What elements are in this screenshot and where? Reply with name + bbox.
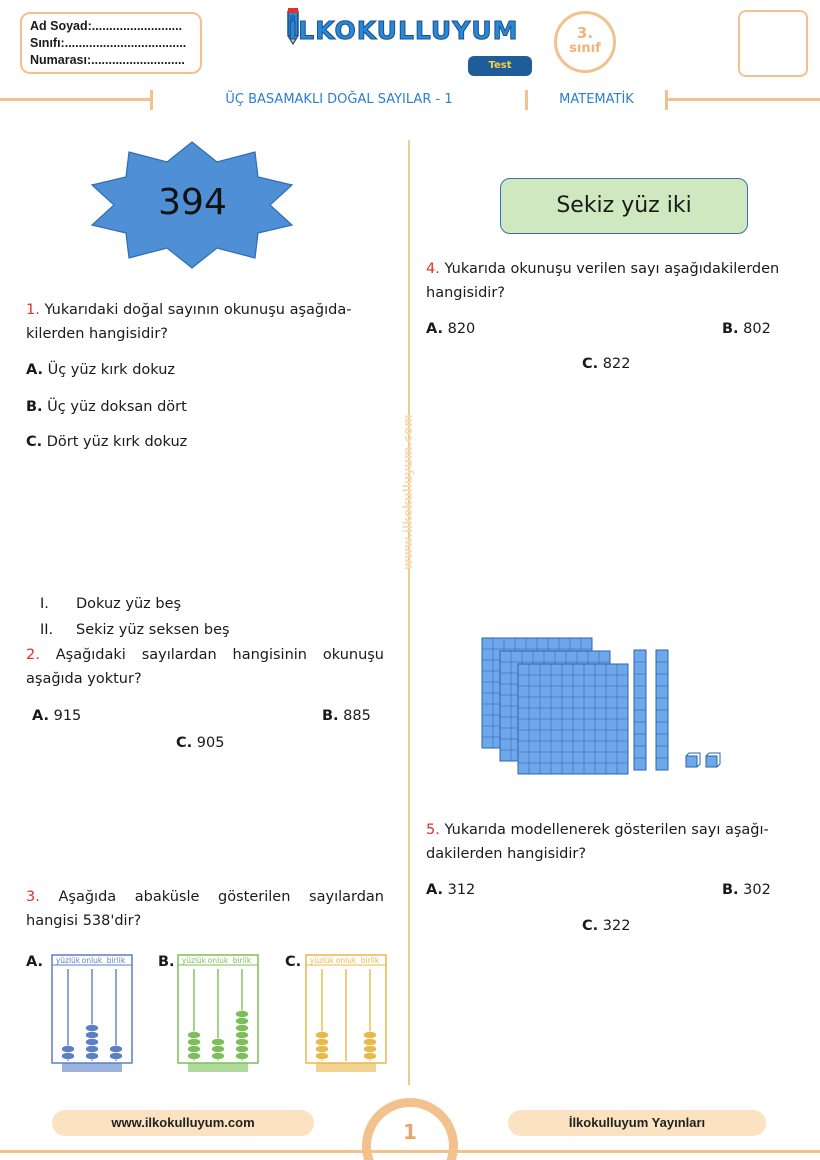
abacus-bead — [212, 1038, 225, 1045]
abacus-bead — [236, 1031, 249, 1038]
abacus-base — [188, 1063, 248, 1072]
abacus-header-label: birlik — [106, 956, 126, 965]
option-b[interactable] — [26, 397, 187, 417]
option-text: Dört yüz kırk dokuz — [46, 434, 188, 450]
abacus-bead — [364, 1038, 377, 1045]
subject-label: MATEMATİK — [528, 90, 668, 110]
abacus-header-label: yüzlük — [55, 956, 81, 965]
title-bar — [0, 90, 820, 108]
abacus-bead — [188, 1031, 201, 1038]
abacus-bead — [86, 1045, 99, 1052]
option-letter: C. — [582, 918, 599, 934]
option-text: 822 — [602, 356, 631, 372]
option-c[interactable] — [582, 354, 630, 374]
abacus-bead — [86, 1031, 99, 1038]
abacus-header-label: yüzlük — [309, 956, 335, 965]
question-text: Aşağıdaki sayılardan hangisinin okunuşu aşağıda yoktur? — [26, 647, 385, 687]
abacus-bead — [316, 1031, 329, 1038]
question-5 — [426, 818, 806, 866]
footer-publisher: İlkokulluyum Yayınları — [508, 1110, 766, 1136]
option-letter: C. — [582, 356, 599, 372]
option-letter: B. — [722, 321, 739, 337]
option-letter: B. — [322, 708, 339, 724]
footer-rule — [0, 1150, 820, 1153]
option-text: 915 — [53, 708, 82, 724]
abacus-bead — [212, 1045, 225, 1052]
option-text: 312 — [447, 882, 476, 898]
worksheet-title: ÜÇ BASAMAKLI DOĞAL SAYILAR - 1 — [150, 90, 528, 110]
question-number: 3. — [26, 889, 40, 905]
given-number: 394 — [158, 182, 227, 223]
option-a[interactable] — [32, 706, 81, 726]
watermark: www.ilkokulluyum.com — [401, 414, 415, 570]
option-letter: A. — [426, 882, 443, 898]
number-reading-box: Sekiz yüz iki — [500, 178, 748, 234]
abacus-bead — [236, 1038, 249, 1045]
question-3 — [26, 885, 384, 933]
option-text: 302 — [743, 882, 771, 898]
name-field: Ad Soyad:.......................... — [30, 19, 183, 33]
option-text: 322 — [602, 918, 631, 934]
option-a[interactable] — [426, 880, 475, 900]
footer-website[interactable]: www.ilkokulluyum.com — [52, 1110, 314, 1136]
abacus-bead — [316, 1038, 329, 1045]
abacus-bead — [62, 1045, 75, 1052]
option-text: 802 — [743, 321, 771, 337]
abacus-b[interactable] — [176, 953, 260, 1075]
abacus-bead — [316, 1052, 329, 1059]
brand-logo: İLKOKULLUYUM — [288, 16, 519, 45]
question-text: Yukarıdaki doğal sayının okunuşu aşağıda-kilerden hangisidir? — [26, 302, 352, 342]
question-1 — [26, 298, 384, 346]
question-number: 5. — [426, 822, 440, 838]
number-field: Numarası:........................... — [30, 53, 185, 67]
ten-rod — [656, 650, 668, 770]
abacus-bead — [364, 1031, 377, 1038]
abacus-base — [62, 1063, 122, 1072]
test-badge: Test — [468, 56, 532, 76]
option-a[interactable] — [426, 319, 475, 339]
question-number: 4. — [426, 261, 440, 277]
reading-item-1 — [40, 594, 181, 614]
roman-numeral: I. — [40, 596, 49, 612]
option-letter: C. — [285, 954, 302, 970]
base-ten-blocks — [480, 636, 730, 776]
option-letter: B. — [158, 954, 175, 970]
unit-cube — [686, 753, 700, 767]
option-letter: A. — [26, 362, 43, 378]
abacus-option-c-letter[interactable] — [285, 952, 301, 972]
abacus-bead — [188, 1052, 201, 1059]
option-letter: B. — [26, 399, 43, 415]
grade-number: 3. — [576, 24, 594, 42]
abacus-bead — [236, 1052, 249, 1059]
abacus-bead — [236, 1017, 249, 1024]
option-a[interactable] — [26, 360, 175, 380]
abacus-option-a-letter[interactable] — [26, 952, 43, 972]
photo-box — [738, 10, 808, 77]
option-c[interactable] — [582, 916, 630, 936]
roman-numeral: II. — [40, 622, 54, 638]
hundred-flat — [518, 664, 628, 774]
question-text: Yukarıda modellenerek gösterilen sayı aşağı-dakilerden hangisidir? — [426, 822, 769, 862]
abacus-bead — [110, 1052, 123, 1059]
question-number: 2. — [26, 647, 40, 663]
option-c[interactable] — [26, 432, 187, 452]
option-letter: B. — [722, 882, 739, 898]
cube-face — [706, 756, 717, 767]
abacus-bead — [86, 1052, 99, 1059]
page-number: 1 — [403, 1120, 417, 1144]
ten-rod — [634, 650, 646, 770]
reading-text: Dokuz yüz beş — [76, 596, 182, 612]
abacus-header-label: birlik — [232, 956, 252, 965]
abacus-bead — [364, 1045, 377, 1052]
cube-face — [686, 756, 697, 767]
option-letter: C. — [26, 434, 43, 450]
abacus-bead — [110, 1045, 123, 1052]
abacus-bead — [212, 1052, 225, 1059]
abacus-bead — [188, 1038, 201, 1045]
abacus-a[interactable] — [50, 953, 134, 1075]
option-text: 820 — [447, 321, 476, 337]
option-letter: A. — [26, 954, 43, 970]
option-b[interactable] — [722, 880, 771, 900]
question-2 — [26, 643, 384, 691]
abacus-header-label: onluk — [335, 956, 357, 965]
question-4 — [426, 257, 806, 305]
grade-badge — [554, 11, 616, 73]
column-divider — [408, 140, 410, 1085]
abacus-bead — [86, 1024, 99, 1031]
abacus-bead — [364, 1052, 377, 1059]
question-text: Aşağıda abaküsle gösterilen sayılardan hangisi 538'dir? — [26, 889, 384, 929]
option-letter: A. — [32, 708, 49, 724]
option-letter: C. — [176, 735, 193, 751]
abacus-c[interactable] — [304, 953, 388, 1075]
option-b[interactable] — [322, 706, 371, 726]
option-letter: A. — [426, 321, 443, 337]
abacus-bead — [188, 1045, 201, 1052]
reading-text: Sekiz yüz seksen beş — [76, 622, 230, 638]
option-b[interactable] — [722, 319, 771, 339]
option-text: Üç yüz kırk dokuz — [47, 362, 176, 378]
option-text: Üç yüz doksan dört — [47, 399, 187, 415]
abacus-header-label: onluk — [207, 956, 229, 965]
student-info-box — [20, 12, 202, 74]
abacus-header-label: birlik — [360, 956, 380, 965]
reading-item-2 — [40, 620, 230, 640]
question-text: Yukarıda okunuşu verilen sayı aşağıdakilerden hangisidir? — [426, 261, 780, 301]
unit-cube — [706, 753, 720, 767]
class-field: Sınıfı:................................... — [30, 36, 187, 50]
abacus-bead — [86, 1038, 99, 1045]
abacus-bead — [62, 1052, 75, 1059]
option-c[interactable] — [176, 733, 224, 753]
option-text: 905 — [196, 735, 225, 751]
abacus-header-label: yüzlük — [181, 956, 207, 965]
question-number: 1. — [26, 302, 40, 318]
abacus-base — [316, 1063, 376, 1072]
abacus-bead — [316, 1045, 329, 1052]
abacus-bead — [236, 1010, 249, 1017]
abacus-bead — [236, 1024, 249, 1031]
option-text: 885 — [343, 708, 371, 724]
abacus-header-label: onluk — [81, 956, 103, 965]
grade-label: sınıf — [569, 41, 601, 56]
abacus-option-b-letter[interactable] — [158, 952, 175, 972]
abacus-bead — [236, 1045, 249, 1052]
